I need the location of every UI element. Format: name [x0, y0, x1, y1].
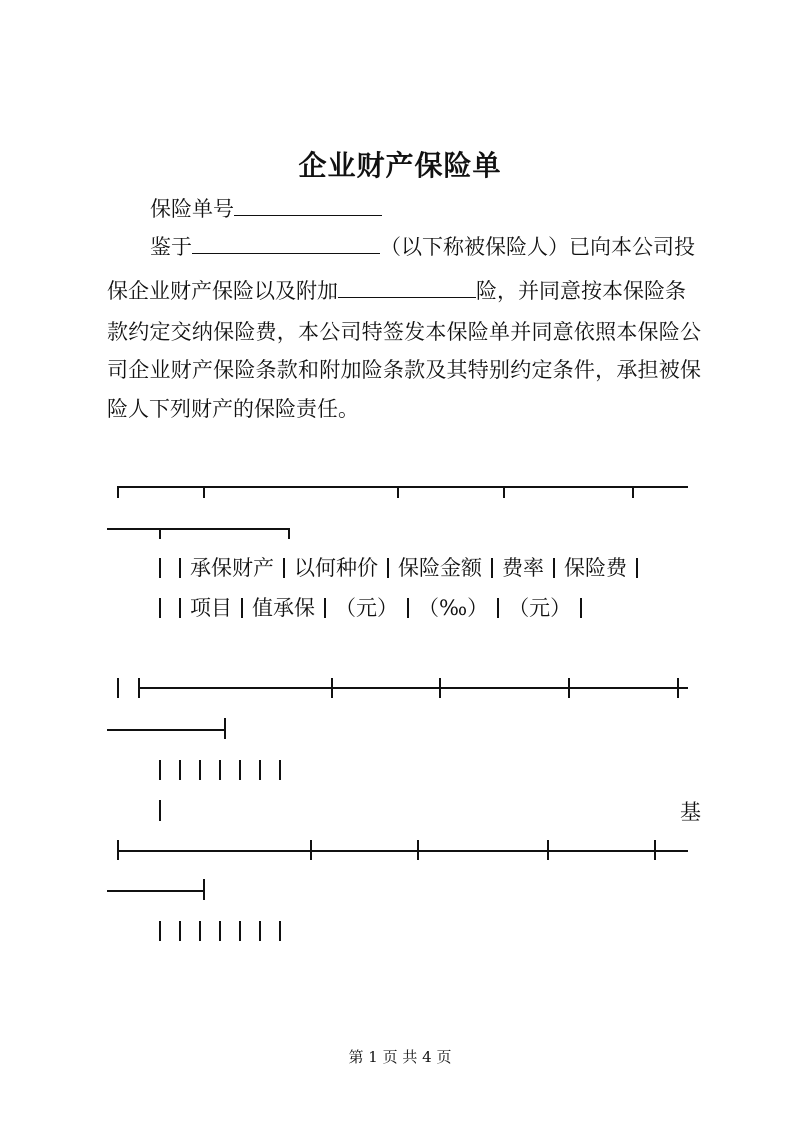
- table-rule-sixth: [107, 890, 204, 892]
- table-cell-divider: [239, 760, 241, 780]
- header-cell: 项目: [190, 596, 232, 620]
- paragraph-line-2: [107, 279, 686, 302]
- table-tick: [547, 840, 549, 860]
- table-cell-divider: [179, 760, 181, 780]
- table-cell-divider: [324, 598, 326, 618]
- table-tick: [331, 678, 333, 698]
- table-cell-divider: [259, 921, 261, 941]
- paragraph-line-1-text: （以下称被保险人）已向本公司投: [380, 235, 695, 259]
- table-tick: [503, 486, 505, 498]
- policy-number-line: [150, 197, 382, 220]
- policy-number-label: 保险单号: [150, 197, 234, 221]
- paragraph-line-2-b: 险，并同意按本保险条: [476, 279, 686, 303]
- paragraph-line-4: 司企业财产保险条款和附加险条款及其特别约定条件，承担被保: [107, 358, 701, 382]
- table-cell-divider: [491, 558, 493, 578]
- table-cell-divider: [179, 598, 181, 618]
- table-tick: [310, 840, 312, 860]
- table-cell-divider: [159, 921, 161, 941]
- table-tick: [568, 678, 570, 698]
- table-empty-row: [150, 760, 290, 781]
- paragraph-line-2-a: 保企业财产保险以及附加: [107, 279, 338, 303]
- additional-insurance-blank[interactable]: [338, 279, 476, 298]
- header-cell: （‰）: [418, 596, 489, 620]
- table-tick: [117, 840, 119, 860]
- table-cell-divider: [239, 921, 241, 941]
- table-tick: [677, 678, 679, 698]
- table-cell-divider: [159, 558, 161, 578]
- table-rule-fourth: [107, 729, 225, 731]
- table-cell-divider: [636, 558, 638, 578]
- table-tick: [138, 678, 140, 698]
- table-cell-divider: [279, 921, 281, 941]
- table-cell-divider: [159, 598, 161, 618]
- table-cell-divider: [199, 921, 201, 941]
- table-cell-divider: [580, 598, 582, 618]
- table-tick: [159, 528, 161, 539]
- paragraph-line-5: 险人下列财产的保险责任。: [107, 397, 359, 421]
- header-cell: （元）: [508, 596, 572, 620]
- document-title: 企业财产保险单: [298, 149, 502, 182]
- table-tick: [203, 879, 205, 900]
- table-cell-divider: [407, 598, 409, 618]
- header-cell: 以何种价: [294, 556, 378, 580]
- table-cell-divider: [199, 760, 201, 780]
- table-cell-divider: [179, 921, 181, 941]
- table-tick: [224, 718, 226, 739]
- header-cell: 费率: [502, 556, 544, 580]
- paragraph-line-1: [150, 235, 695, 258]
- page-footer: 第 1 页 共 4 页: [348, 1048, 452, 1066]
- table-tick: [117, 486, 119, 498]
- table-header-row-1: [150, 558, 647, 579]
- table-rule-fifth: [118, 850, 688, 852]
- paragraph-start: 鉴于: [150, 235, 192, 259]
- table-cell-divider: [179, 558, 181, 578]
- header-cell: （元）: [335, 596, 398, 620]
- table-cell-divider: [241, 598, 243, 618]
- stray-char: 基: [680, 800, 701, 824]
- table-tick: [632, 486, 634, 498]
- table-header-row-2: [150, 598, 591, 619]
- table-tick: [439, 678, 441, 698]
- table-cell-divider: [259, 760, 261, 780]
- table-cell-divider: [159, 760, 161, 780]
- table-tick: [397, 486, 399, 498]
- table-cell-divider: [219, 760, 221, 780]
- header-cell: 值承保: [252, 596, 315, 620]
- paragraph-line-3: 款约定交纳保险费，本公司特签发本保险单并同意依照本保险公: [107, 320, 701, 344]
- table-rule-third: [138, 687, 688, 689]
- header-cell: 保险费: [564, 556, 627, 580]
- policy-number-blank[interactable]: [234, 197, 382, 216]
- table-tick: [117, 678, 119, 698]
- table-tick: [417, 840, 419, 860]
- table-tick: [288, 528, 290, 539]
- header-cell: 保险金额: [398, 556, 482, 580]
- table-cell-divider: [553, 558, 555, 578]
- table-rule-second: [107, 528, 290, 530]
- table-tick: [654, 840, 656, 860]
- table-cell-divider: [219, 921, 221, 941]
- table-tick: [159, 800, 161, 821]
- table-cell-divider: [283, 558, 285, 578]
- insured-name-blank[interactable]: [192, 235, 380, 254]
- table-cell-divider: [279, 760, 281, 780]
- table-cell-divider: [497, 598, 499, 618]
- table-empty-row: [150, 921, 290, 942]
- header-cell: 承保财产: [190, 556, 274, 580]
- table-cell-divider: [387, 558, 389, 578]
- table-tick: [203, 486, 205, 498]
